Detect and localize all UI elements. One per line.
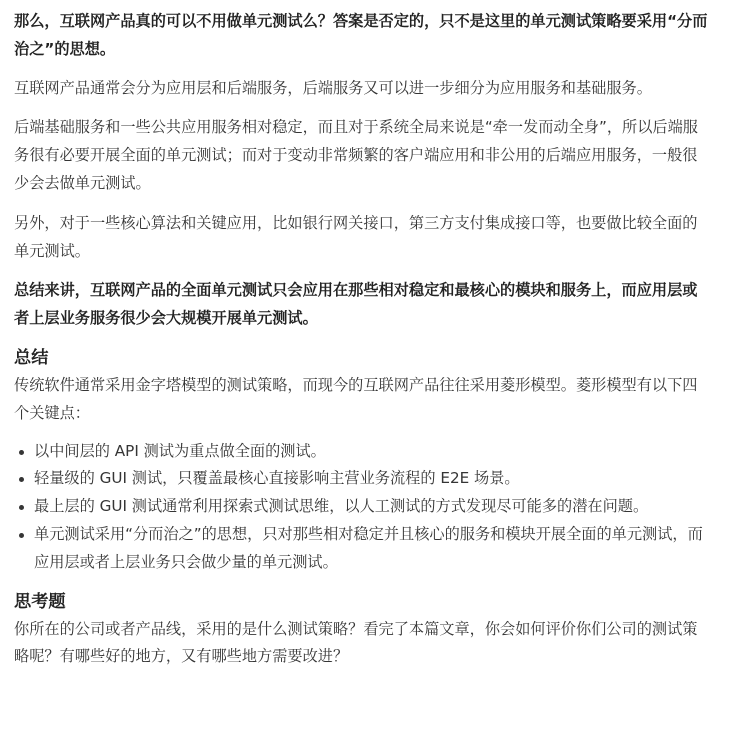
list-item: 单元测试采用“分而治之”的思想，只对那些相对稳定并且核心的服务和模块开展全面的单元测试，而应用层或者上层业务只会做少量的单元测试。 <box>34 521 712 577</box>
list-item: 以中间层的 API 测试为重点做全面的测试。 <box>34 438 712 466</box>
paragraph-core-algorithms: 另外，对于一些核心算法和关键应用，比如银行网关接口，第三方支付集成接口等，也要做比较全面的单元测试。 <box>14 213 698 260</box>
paragraph-backend-services: 后端基础服务和一些公共应用服务相对稳定，而且对于系统全局来说是“牵一发而动全身”，所以后端服务很有必要开展全面的单元测试；而对于变动非常频繁的客户端应用和非公用的后端应用服务，一般很少会去做单元测试。 <box>14 118 698 192</box>
paragraph-app-layers: 互联网产品通常会分为应用层和后端服务，后端服务又可以进一步细分为应用服务和基础服务。 <box>14 78 652 97</box>
paragraph-conclusion: 总结来讲，互联网产品的全面单元测试只会应用在那些相对稳定和最核心的模块和服务上，而应用层或者上层业务服务很少会大规模开展单元测试。 <box>14 281 698 328</box>
paragraph-unit-test-question: 那么，互联网产品真的可以不用做单元测试么？答案是否定的，只不是这里的单元测试策略要采用“分而治之”的思想。 <box>14 12 708 58</box>
list-item: 轻量级的 GUI 测试，只覆盖最核心直接影响主营业务流程的 E2E 场景。 <box>34 465 712 493</box>
questions-text: 你所在的公司或者产品线，采用的是什么测试策略？看完了本篇文章，你会如何评价你们公司的测试策略呢？有哪些好的地方，又有哪些地方需要改进？ <box>14 619 698 666</box>
list-item: 最上层的 GUI 测试通常利用探索式测试思维，以人工测试的方式发现尽可能多的潜在问题。 <box>34 493 712 521</box>
key-points-list <box>14 438 712 577</box>
questions-heading: 思考题 <box>14 591 66 612</box>
summary-heading: 总结 <box>14 347 49 368</box>
summary-intro: 传统软件通常采用金字塔模型的测试策略，而现今的互联网产品往往采用菱形模型。菱形模型有以下四个关键点： <box>14 375 698 422</box>
